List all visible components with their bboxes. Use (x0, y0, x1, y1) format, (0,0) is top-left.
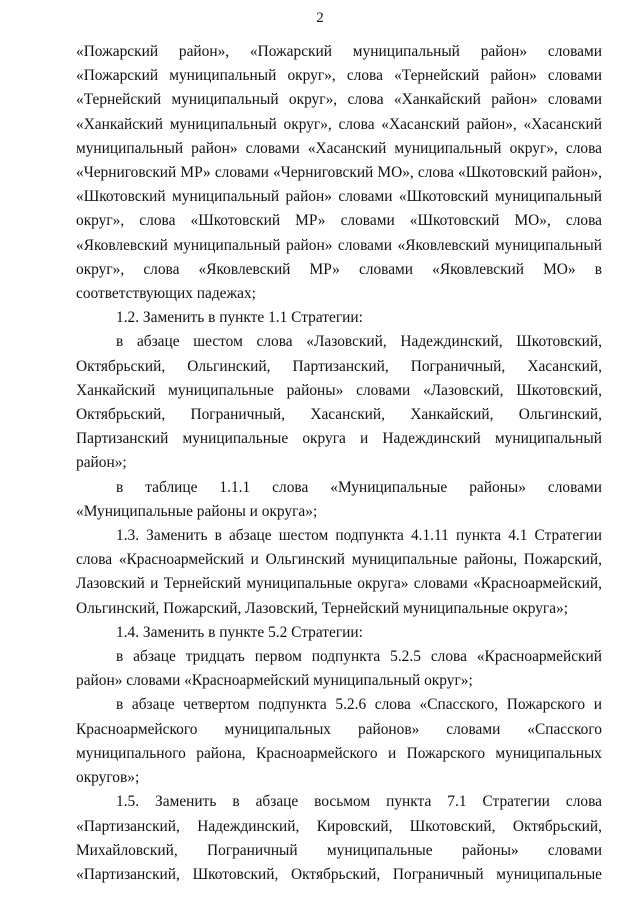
paragraph-item-1-3: 1.3. Заменить в абзаце шестом подпункта 4.1.11 пункта 4.1 Стратегии слова «Красноармейский и Ольгинский муниципальные районы, Пожарский, Лазовский и Тернейский муниципальные округа» словами «Красноармейский, Ольгинский, Пожарский, Лазовский, Тернейский муниципальные округа»; (76, 527, 602, 617)
paragraph-item-1-2-table: в таблице 1.1.1 слова «Муниципальные районы» словами «Муниципальные районы и округа»; (76, 478, 602, 520)
paragraph-renaming-list: «Пожарский район», «Пожарский муниципальный район» словами «Пожарский муниципальный округ», слова «Тернейский район» словами «Тернейский муниципальный округ», слова «Ханкайский район» словами «Ханкайский муниципальный округ», слова «Хасанский район», «Хасанский муниципальный район» словами «Хасанский муниципальный округ», слова «Черниговский МР» словами «Черниговский МО», слова «Шкотовский район», «Шкотовский муниципальный район» словами «Шкотовский муниципальный округ», слова «Шкотовский МР» словами «Шкотовский МО», слова «Яковлевский муниципальный район» словами «Яковлевский муниципальный округ», слова «Яковлевский МР» словами «Яковлевский МО» в соответствующих падежах; (76, 43, 602, 303)
paragraph-item-1-4: 1.4. Заменить в пункте 5.2 Стратегии: (116, 623, 363, 641)
document-body (76, 40, 602, 887)
paragraph-item-1-4-5-2-5: в абзаце тридцать первом подпункта 5.2.5 слова «Красноармейский район» словами «Красноармейский муниципальный округ»; (76, 648, 602, 690)
paragraph-item-1-5: 1.5. Заменить в абзаце восьмом пункта 7.1 Стратегии слова «Партизанский, Надеждинский, Кировский, Шкотовский, Октябрьский, Михайловский, Пограничный муниципальные районы» словами «Партизанский, Шкотовский, Октябрьский, Пограничный муниципальные (76, 793, 602, 883)
paragraph-item-1-4-5-2-6: в абзаце четвертом подпункта 5.2.6 слова «Спасского, Пожарского и Красноармейского муниципальных районов» словами «Спасского муниципального района, Красноармейского и Пожарского муниципальных округов»; (76, 696, 602, 787)
page-number: 2 (316, 10, 324, 26)
paragraph-item-1-2: 1.2. Заменить в пункте 1.1 Стратегии: (116, 309, 363, 327)
paragraph-item-1-2-abzac-6: в абзаце шестом слова «Лазовский, Надеждинский, Шкотовский, Октябрьский, Ольгинский, Партизанский, Пограничный, Хасанский, Ханкайский муниципальные районы» словами «Лазовский, Шкотовский, Октябрьский, Пограничный, Хасанский, Ханкайский, Ольгинский, Партизанский муниципальные округа и Надеждинский муниципальный район»; (76, 333, 602, 472)
